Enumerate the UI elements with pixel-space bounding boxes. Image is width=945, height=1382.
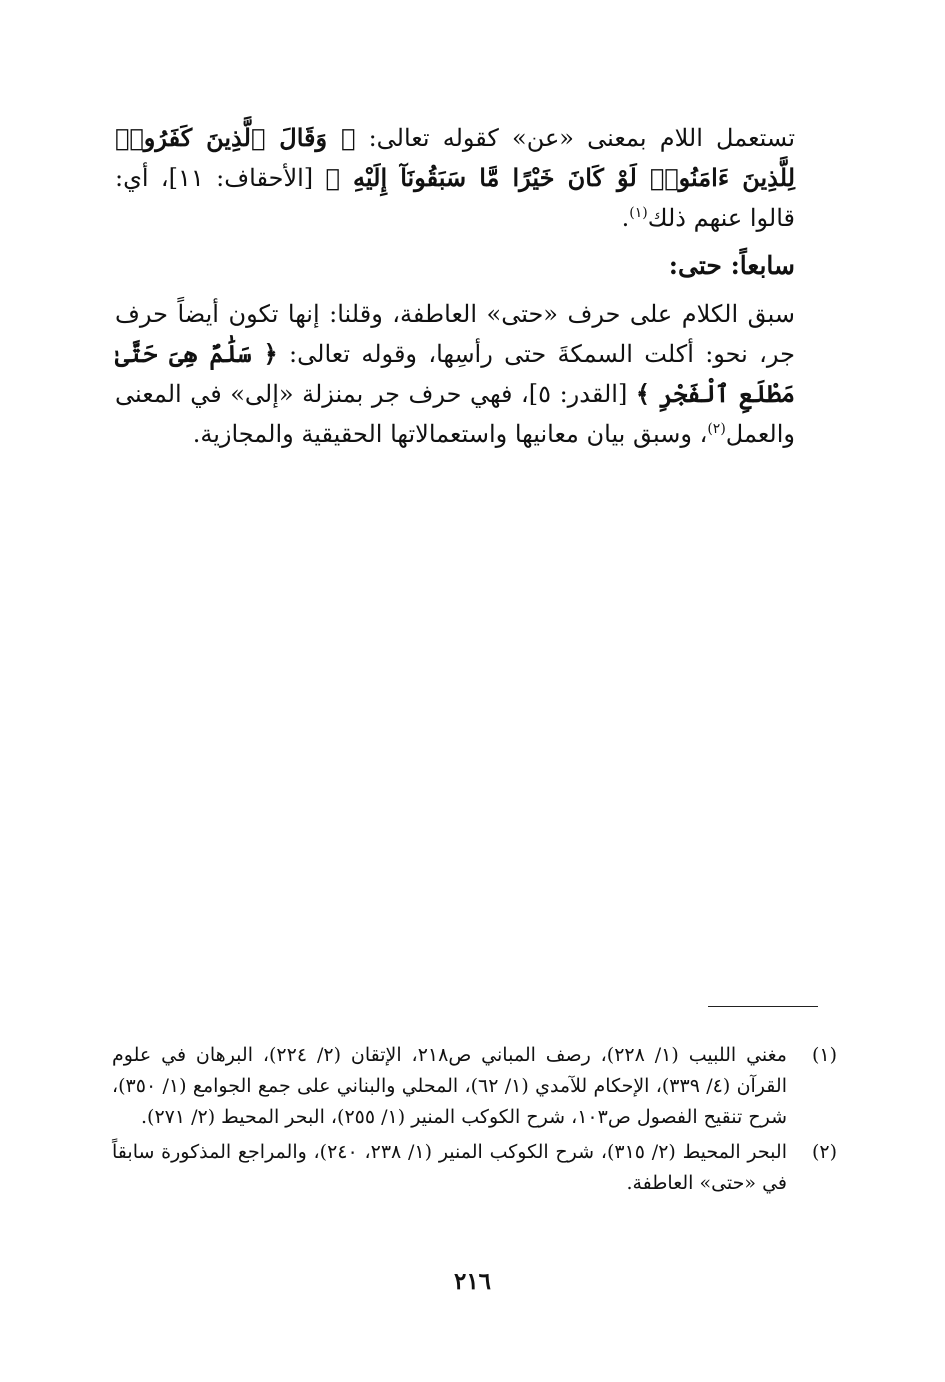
paragraph2-text-c: ، وسبق بيان معانيها واستعمالاتها الحقيقية والمجازية. [192,420,708,448]
paragraph-hatta [115,294,795,454]
footnote-text: البحر المحيط (٢/ ٣١٥)، شرح الكوكب المنير (١/ ٢٣٨، ٢٤٠)، والمراجع المذكورة سابقاً في «حتى» العاطفة. [112,1141,787,1194]
paragraph1-text-a: تستعمل اللام بمعنى «عن» كقوله تعالى: [355,124,795,152]
footnotes-section [112,1040,837,1203]
paragraph2-text-a: سبق الكلام على حرف «حتى» العاطفة، وقلنا: إنها تكون أيضاً حرف جر، نحو: أكلت السمكةَ حتى رأسِها، وقوله تعالى: [115,300,796,368]
footnote-text: مغني اللبيب (١/ ٢٢٨)، رصف المباني ص٢١٨، الإتقان (٢/ ٢٢٤)، البرهان في علوم القرآن (٤/ ٣٣٩)، الإحكام للآمدي (١/ ٦٢)، المحلي والبناني على جمع الجوامع (١/ ٣٥٠)، شرح تنقيح الفصول ص١٠٣، شرح الكوكب المنير (١/ ٢٥٥)، البحر المحيط (٢/ ٢٧١). [112,1044,787,1128]
page-number: ٢١٦ [453,1268,492,1295]
paragraph1-text-c: . [621,204,630,232]
quran-verse-qadr: ﴿ سَلَٰمٌ هِىَ حَتَّىٰ مَطْلَعِ ٱلْفَجْرِ ﴾ [115,339,796,408]
section-heading-hatta: سابعاً: حتى: [668,251,795,280]
footnote-item [112,1137,837,1199]
footnote-number: (١) [811,1044,837,1066]
footnote-number: (٢) [811,1141,837,1163]
paragraph2-text-b: [القدر: ٥]، فهي حرف جر بمنزلة «إلى» في المعنى والعمل [115,380,795,448]
footnote-item [112,1040,837,1133]
paragraph-lam-meaning-an [115,118,795,238]
footnote-separator [708,1006,818,1007]
quran-verse-ahqaf: ﴿ وَقَالَ ٱلَّذِينَ كَفَرُوا۟ لِلَّذِينَ ءَامَنُوا۟ لَوْ كَانَ خَيْرًا مَّا سَبَقُونَآ إِلَيْهِ ﴾ [115,123,796,192]
main-text-block [115,118,795,454]
footnote-ref-1[interactable]: (١) [629,205,648,221]
paragraph1-text-b: [الأحقاف: ١١]، أي: قالوا عنهم ذلك [115,164,795,232]
footnote-ref-2[interactable]: (٢) [707,421,726,437]
